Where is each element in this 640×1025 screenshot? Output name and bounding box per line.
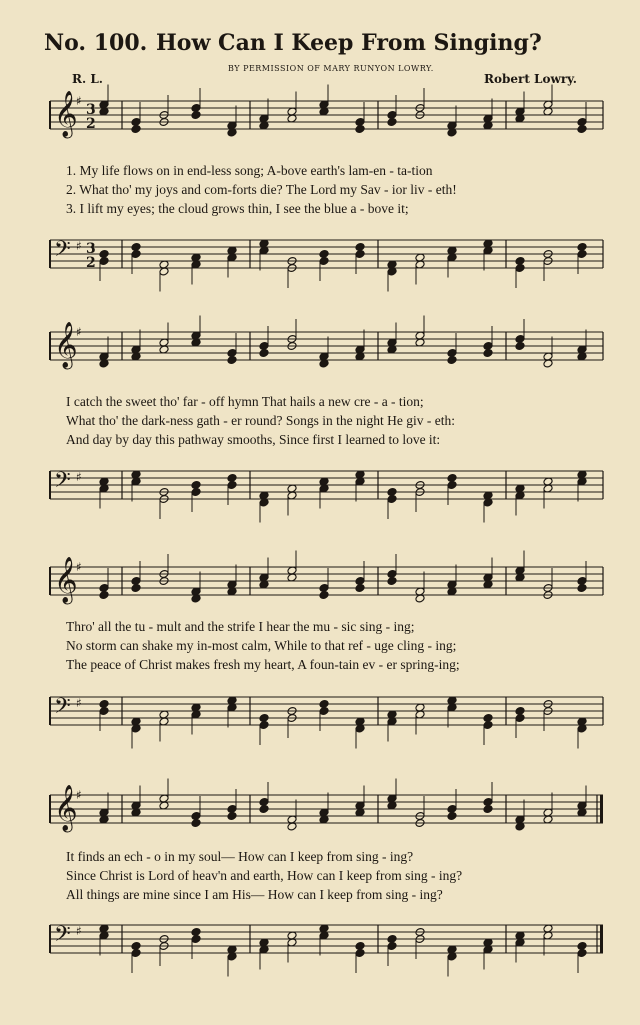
lyric-verse-3: And day by day this pathway smooths, Since first I learned to love it:	[66, 432, 441, 447]
bass-clef-icon: 𝄢	[54, 237, 71, 267]
lyric-verse-1: It finds an ech - o in my soul— How can I keep from sing - ing?	[66, 849, 414, 864]
lyricist-initials: R. L.	[72, 72, 103, 86]
bass-clef-icon: 𝄢	[54, 922, 71, 952]
lyric-verse-2: No storm can shake my in-most calm, While to that ref - uge cling - ing;	[66, 638, 457, 653]
lyric-verse-2: What tho' the dark-ness gath - er round? Songs in the night He giv - eth:	[66, 413, 455, 428]
treble-clef-icon: 𝄞	[54, 785, 78, 831]
bass-clef-icon: 𝄢	[54, 468, 71, 498]
lyric-verse-2: 2. What tho' my joys and com-forts die? The Lord my Sav - ior liv - eth!	[66, 182, 457, 197]
lyric-verse-3: The peace of Christ makes fresh my heart, A foun-tain ev - er spring-ing;	[66, 657, 460, 672]
composer-name: Robert Lowry.	[484, 72, 577, 86]
sharp-icon: ♯	[76, 325, 82, 339]
lyric-verse-2: Since Christ is Lord of heav'n and earth, How can I keep from sing - ing?	[66, 868, 463, 883]
time-signature-top: 3	[86, 241, 96, 257]
hymn-title: How Can I Keep From Singing?	[156, 30, 542, 56]
sharp-icon: ♯	[76, 924, 82, 938]
time-signature-bottom: 2	[86, 255, 96, 271]
lyric-verse-3: 3. I lift my eyes; the cloud grows thin, I see the blue a - bove it;	[66, 201, 409, 216]
treble-clef-icon: 𝄞	[54, 322, 78, 368]
lyric-verse-1: 1. My life flows on in end-less song; A-bove earth's lam-en - ta-tion	[66, 163, 433, 178]
lyric-verse-1: Thro' all the tu - mult and the strife I hear the mu - sic sing - ing;	[66, 619, 415, 634]
sharp-icon: ♯	[76, 239, 82, 253]
sharp-icon: ♯	[76, 470, 82, 484]
sharp-icon: ♯	[76, 94, 82, 108]
permission-notice: BY PERMISSION OF MARY RUNYON LOWRY.	[228, 64, 434, 73]
sharp-icon: ♯	[76, 696, 82, 710]
final-barline-thick	[600, 925, 603, 953]
sharp-icon: ♯	[76, 560, 82, 574]
lyric-verse-3: All things are mine since I am His— How can I keep from sing - ing?	[66, 887, 443, 902]
treble-clef-icon: 𝄞	[54, 91, 78, 137]
hymn-number: No. 100.	[44, 30, 148, 56]
time-signature-bottom: 2	[86, 116, 96, 132]
lyric-verse-1: I catch the sweet tho' far - off hymn That hails a new cre - a - tion;	[66, 394, 424, 409]
treble-clef-icon: 𝄞	[54, 557, 78, 603]
time-signature-top: 3	[86, 102, 96, 118]
bass-clef-icon: 𝄢	[54, 694, 71, 724]
sharp-icon: ♯	[76, 788, 82, 802]
